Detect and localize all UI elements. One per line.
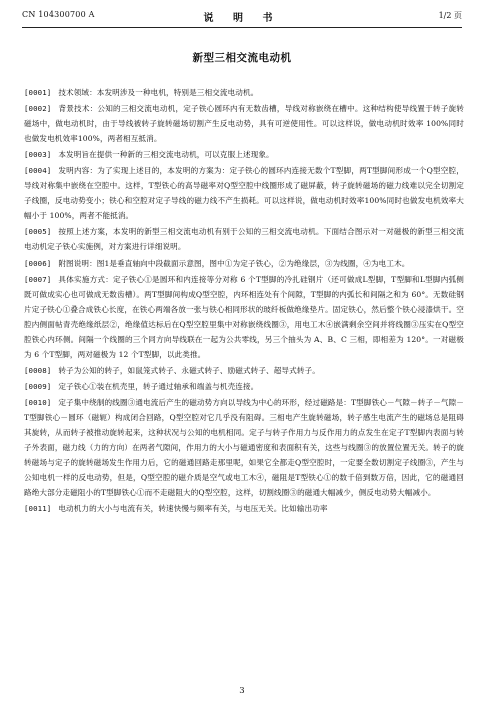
page-indicator: 1/2 页 xyxy=(438,11,462,20)
paragraph-number: [0006] xyxy=(24,258,52,268)
page-header xyxy=(22,10,462,24)
paragraph-text: 按照上述方案，本发明的新型三相交流电动机有别于公知的三相交流电动机。下面结合图示对一对磁极的新型三相交流电动机定子铁心实施例，对方案进行详细说明。 xyxy=(24,227,464,252)
paragraph-number: [0003] xyxy=(24,150,52,160)
paragraph xyxy=(24,379,464,394)
paragraph-number: [0011] xyxy=(24,504,52,514)
paragraph xyxy=(24,163,464,223)
paragraph-number: [0008] xyxy=(24,365,52,375)
paragraph-number: [0005] xyxy=(24,227,52,237)
paragraph xyxy=(24,224,464,254)
paragraph xyxy=(24,256,464,271)
paragraph xyxy=(24,101,464,146)
paragraph-text: 具体实施方式：定子铁心①是圆环和内连接等分对称 6 个T型脚的冷扎硅钢片（还可做成L型脚，T型脚和L型脚内弧侧既可做成实心也可做成无数齿槽）。两T型脚间构成Q型空腔，内环相连处有个间隙，T型脚的内弧长和间隔之和为 60°。无数硅钢片定子铁心①叠合成铁心长度，在铁心两端各放一张与铁心相同形状的玻纤板做绝缘垫片。固定铁心，然后整个铁心浸漆烘干。空腔内侧面帖青壳绝缘纸层②，绝缘值达标后在Q型空腔里集中对称嵌绕线圈③，用电工木④嵌满剩余空间并将线圈③压实在Q型空腔铁心内环侧。间隔一个线圈的三个同方向导线联在一起为公共零线，另三个抽头为 A、B、C 三相，即相差为 120°。一对磁极为 6 个T型脚，两对磁极为 12 个T型脚，以此类推。 xyxy=(24,274,464,359)
paragraph xyxy=(24,395,464,500)
page-number: 3 xyxy=(239,686,245,696)
paragraph-text: 附图说明：图1是垂直轴向中段截面示意图，图中①为定子铁心，②为绝缘层，③为线圈，④为电工木。 xyxy=(58,258,410,268)
header-divider xyxy=(22,27,462,28)
paragraph-number: [0002] xyxy=(24,104,52,114)
paragraph-number: [0001] xyxy=(24,88,52,97)
paragraph-text: 技术领域：本发明涉及一种电机，特别是三相交流电动机。 xyxy=(58,88,259,97)
description-body xyxy=(24,85,464,667)
paragraph xyxy=(24,501,464,516)
paragraph-number: [0009] xyxy=(24,381,52,391)
paragraph xyxy=(24,147,464,162)
paragraph xyxy=(24,363,464,378)
paragraph xyxy=(24,272,464,362)
paragraph-text: 定子铁心①装在机壳里，转子通过轴承和端盖与机壳连接。 xyxy=(58,381,259,391)
paragraph-text: 定子集中绕制的线圈③通电流后产生的磁动势方向以导线为中心的环形，经过磁路是：T型脚铁心－气隙－转子－气隙－T型脚铁心－圆环（磁轭）构成闭合回路，Q型空腔对它几乎没有阻碍。三相电产生旋转磁场，转子感生电流产生的磁场总是阻碍其旋转，从而转子被推动旋转起来，这种状况与公知的电机相同。定子与转子作用力与反作用力的点发生在定子T型脚内表面与转子外表面，磁力线（力的方向）在两者气隙间，作用力的大小与磁通密度和表面积有关，这些与线圈③的放置位置无关。转子的旋转磁场与定子的旋转磁场发生作用力后，它的磁通回路走那里呢，如果它全都走Q型空腔时，一定要全数切割定子线圈③，产生与公知电机一样的反电动势，但是，Q型空腔的磁介质是空气或电工木④，磁阻是T型铁心①的数千倍到数万倍，因此，它的磁通回路绝大部分走磁阻小的T型脚铁心①而不走磁阻大的Q型空腔，这样，切割线圈③的磁通大幅减少，侧反电动势大幅减小。 xyxy=(24,397,464,498)
paragraph-number: [0010] xyxy=(24,397,52,407)
paragraph-number: [0004] xyxy=(24,166,52,176)
paragraph-text: 转子为公知的转子，如鼠笼式转子、永磁式转子、励磁式转子、超导式转子。 xyxy=(58,365,320,375)
paragraph-text: 本发明旨在提供一种新的三相交流电动机，可以克服上述现象。 xyxy=(58,150,274,160)
section-title: 说 明 书 xyxy=(203,13,281,24)
paragraph-number: [0007] xyxy=(24,274,52,284)
paragraph xyxy=(24,85,464,100)
paragraph-text: 电动机力的大小与电流有关，转速快慢与频率有关，与电压无关。比如输出功率 xyxy=(58,504,328,514)
document-number: CN 104300700 A xyxy=(22,10,95,19)
paragraph-text: 背景技术：公知的三相交流电动机，定子铁心圆环内有无数齿槽，导线对称嵌绕在槽中。这种结构使导线置于转子旋转磁场中，做电动机时，由于导线被转子旋转磁场切割产生反电动势，具有可逆使用性。可以这样说，做电动机时效率 100%同时也做发电机效率100%，两者相互抵消。 xyxy=(24,104,464,144)
paragraph-text: 发明内容：为了实现上述目的，本发明的方案为：定子铁心的圆环内连接无数个T型脚，两T型脚间形成一个Q型空腔，导线对称集中嵌绕在空腔中。这样，T型铁心的高导磁率对Q型空腔中线圈形成了磁屏蔽，转子旋转磁场的磁力线难以完全切割定子线圈，反电动势变小；铁心和空腔对定子导线的磁力线不产生损耗。可以这样说，做电动机时效率100%同时也做发电机效率大幅小于 100%，两者不能抵消。 xyxy=(24,166,464,221)
invention-title: 新型三相交流电动机 xyxy=(192,52,292,64)
